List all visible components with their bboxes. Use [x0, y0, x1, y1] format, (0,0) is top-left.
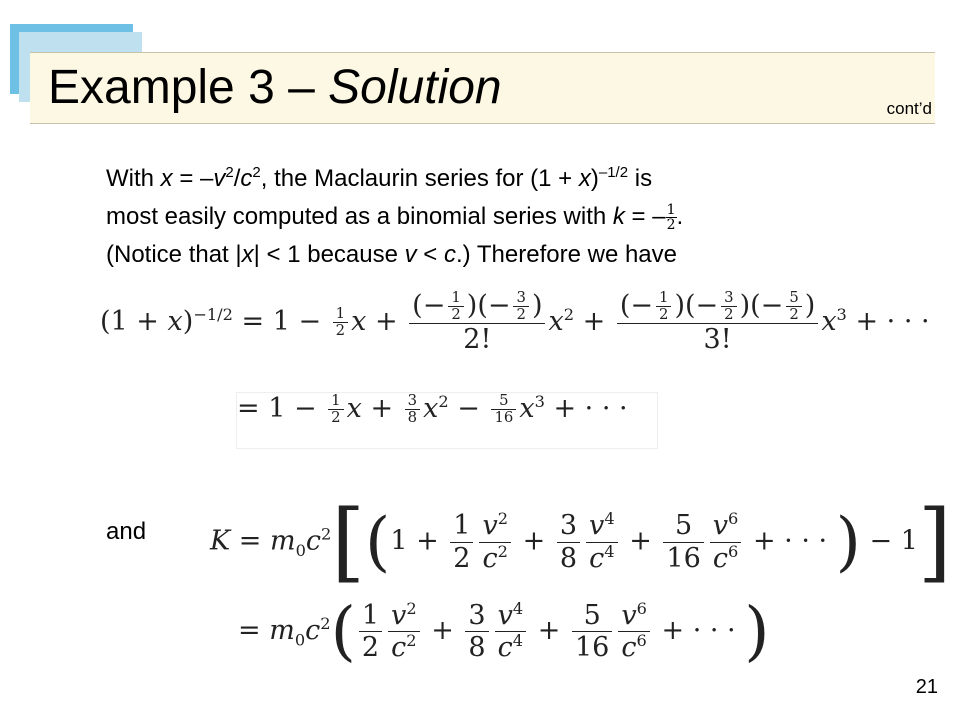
body-paragraph	[106, 160, 896, 274]
contd-label: cont’d	[886, 99, 932, 118]
equation-simplified-series: = 1 − $\frac{1}{2}$ x + $\frac{3}{8}$ $x^2$ − $\frac{5}{16}$ $x^3$ + · · ·	[236, 392, 658, 449]
slide-title	[48, 58, 502, 118]
fraction-one-half: $\frac{1}{2}$	[666, 202, 676, 234]
title-italic-text: Solution	[328, 61, 502, 114]
and-label: and	[106, 518, 147, 545]
title-main-text: Example 3 –	[48, 61, 329, 114]
equation-binomial-expansion: $(1 + x)^{-1/2} = 1$ − $\frac{1}{2}$ x + (− $\frac{1}{2}$ )(− $\frac{3}{2}$ ) 2! $x^2$ + (− $\frac{1}{2}$ )(− $\frac{3}{2}$ )(− $\frac{5}{2}$ ) 3! $x^3$ + · · ·	[100, 290, 920, 370]
equation-kinetic-energy: $K = m_0c^2[(1$ + $\frac{1}{2}$ $\frac{v^2}{c^2}$ + $\frac{3}{8}$ $\frac{v^4}{c^4}$ + $\frac{5}{16}$ $\frac{v^6}{c^6}$ + · · · ) − 1]	[210, 492, 952, 592]
paragraph-line-1: With $x = -v^2/c^2$, the Maclaurin series for $(1 + x)^{-1/2}$ is	[106, 164, 653, 192]
paragraph-line-2: most easily computed as a binomial series with k = – $\frac{1}{2}$ .	[106, 202, 684, 234]
page-number: 21	[915, 676, 938, 698]
equation-kinetic-energy-simplified: = $m_0c^2$( $\frac{1}{2}$ $\frac{v^2}{c^2}$ + $\frac{3}{8}$ $\frac{v^4}{c^4}$ + $\frac{5}{16}$ $\frac{v^6}{c^6}$ + · · · )	[238, 594, 782, 684]
paragraph-line-3: (Notice that |x| < 1 because v < c.) Therefore we have	[106, 241, 678, 268]
